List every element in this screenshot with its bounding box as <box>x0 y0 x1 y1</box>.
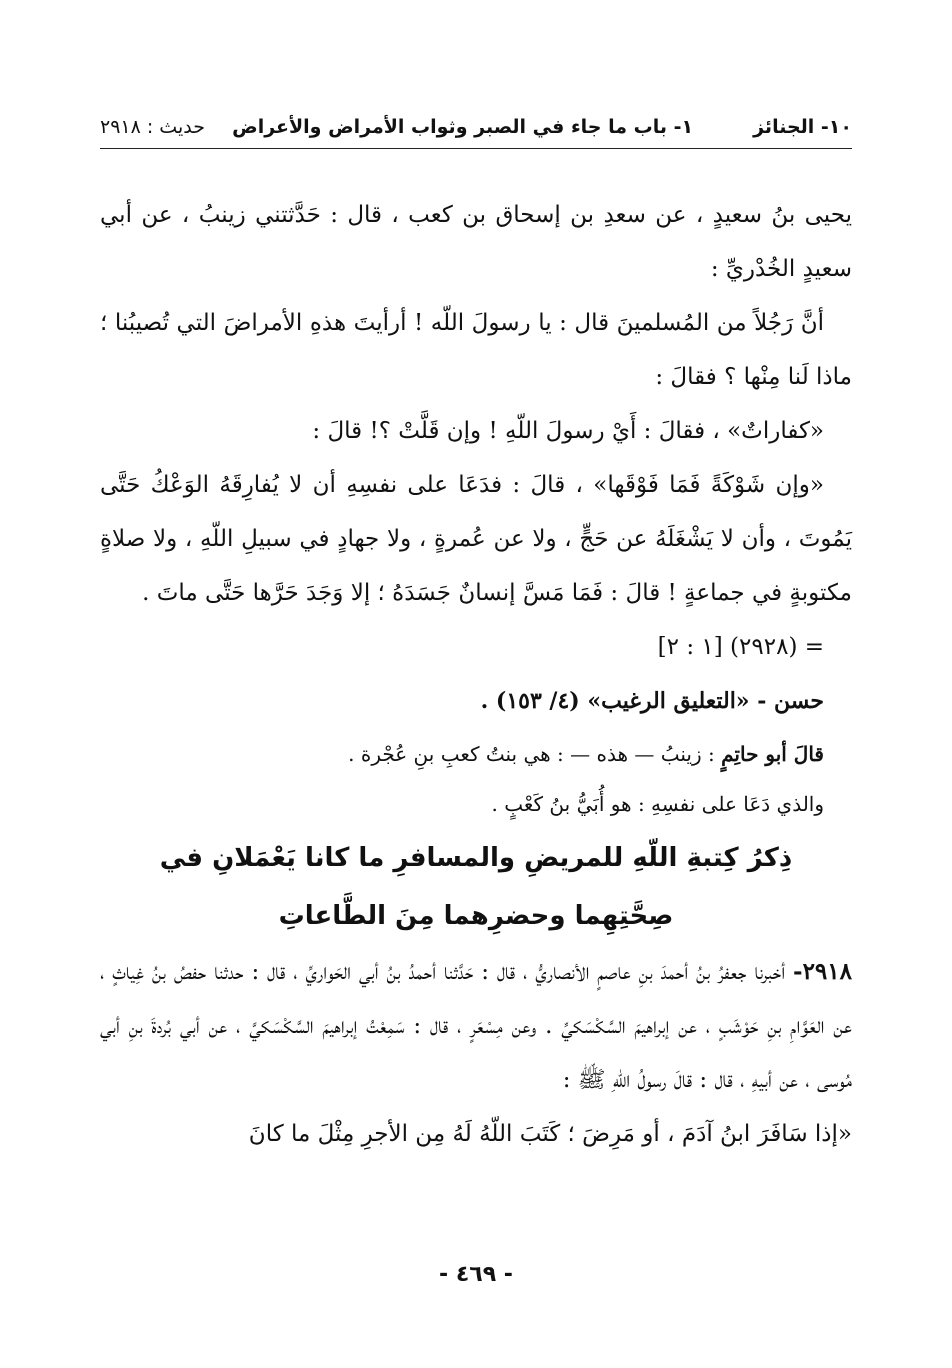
hadith-2918-matn: «إذا سَافَرَ ابنُ آدَمَ ، أو مَرِضَ ؛ كَتَبَ اللّهُ لَهُ مِن الأجرِ مِثْلَ ما كانَ <box>248 1121 852 1147</box>
chapter-heading-line-2: صِحَّتِهِما وحضرِهما مِنَ الطَّاعاتِ <box>278 901 674 931</box>
hadith-2918-paragraph <box>100 945 852 1107</box>
abu-hatim-comment <box>100 729 852 779</box>
running-header <box>100 112 852 142</box>
note-line: والذي دَعَا على نفسِهِ : هو أُبَيُّ بنُ كَعْبٍ . <box>491 792 824 816</box>
question-paragraph: أنَّ رَجُلاً من المُسلمينَ قال : يا رسولَ اللّه ! أرأيتَ هذهِ الأمراضَ التي تُصيبُنا ؛ ماذا لَنا مِنْها ؟ فقالَ : <box>100 310 852 390</box>
abu-hatim-text: : زينبُ — هذه — : هي بنتُ كعبِ بنِ عُجْرة . <box>348 742 722 766</box>
chapter-title: ١٠- الجنائز <box>753 116 852 138</box>
grade-label: حسن <box>774 688 824 714</box>
hadith-isnad: أخبرنا جعفرُ بنُ أحمدَ بنِ عاصمٍ الأنصاريُّ ، قال : حَدَّثنا أحمدُ بنُ أبي الحَواريِّ ، قال : حدثنا حفصُ بنُ غِياثٍ ، عن العَوَّامِ بنِ حَوْشَبٍ ، عن إبراهيمَ السَّكْسَكيِّ . وعن مِسْعَرٍ ، قال : سَمِعْتُ إبراهيمَ السَّكْسَكيَّ ، عن أبي بُردةَ بنِ أبي مُوسى ، عن أبيهِ ، قال : قالَ رسولُ اللّهِ ﷺ : <box>100 959 852 1093</box>
page-number: - ٤٦٩ - <box>439 1262 513 1287</box>
abu-hatim-label: قالَ أبو حاتِمٍ <box>721 742 824 766</box>
page-body <box>100 188 852 1161</box>
grade-source: - «التعليق الرغيب» (٤/ ١٥٣) . <box>480 688 775 714</box>
cross-reference: = (٢٩٢٨) [١ : ٢] <box>657 634 824 660</box>
matn-paragraph: «وإن شَوْكَةً فَمَا فَوْقَها» ، قالَ : فدَعَا على نفسِهِ أن لا يُفارِقَهُ الوَعْكُ حَتَّى يَمُوتَ ، وأن لا يَشْغَلَهُ عن حَجٍّ ، ولا عن عُمرةٍ ، ولا جهادٍ في سبيلِ اللّهِ ، ولا صلاةٍ مكتوبةٍ في جماعةٍ ! قالَ : فَمَا مَسَّ إنسانٌ جَسَدَهُ ؛ إلا وَجَدَ حَرَّها حَتَّى ماتَ . <box>100 472 852 606</box>
isnad-paragraph: يحيى بنُ سعيدٍ ، عن سعدِ بن إسحاق بن كعب ، قال : حَدَّثتني زينبُ ، عن أبي سعيدٍ الخُدْريِّ : <box>100 202 852 282</box>
section-title: ١- باب ما جاء في الصبر وثواب الأمراض والأعراض <box>232 116 694 138</box>
chapter-heading-line-1: ذِكرُ كِتبةِ اللّهِ للمريضِ والمسافرِ ما كانا يَعْمَلانِ في <box>159 843 793 873</box>
answer-paragraph: «كفاراتٌ» ، فقالَ : أَيْ رسولَ اللّهِ ! وإن قَلَّتْ ؟! قالَ : <box>312 418 824 444</box>
grading-line <box>100 674 852 729</box>
header-divider <box>100 148 852 149</box>
hadith-number: ٢٩١٨- <box>793 958 852 985</box>
hadith-reference: حديث : ٢٩١٨ <box>100 116 205 138</box>
